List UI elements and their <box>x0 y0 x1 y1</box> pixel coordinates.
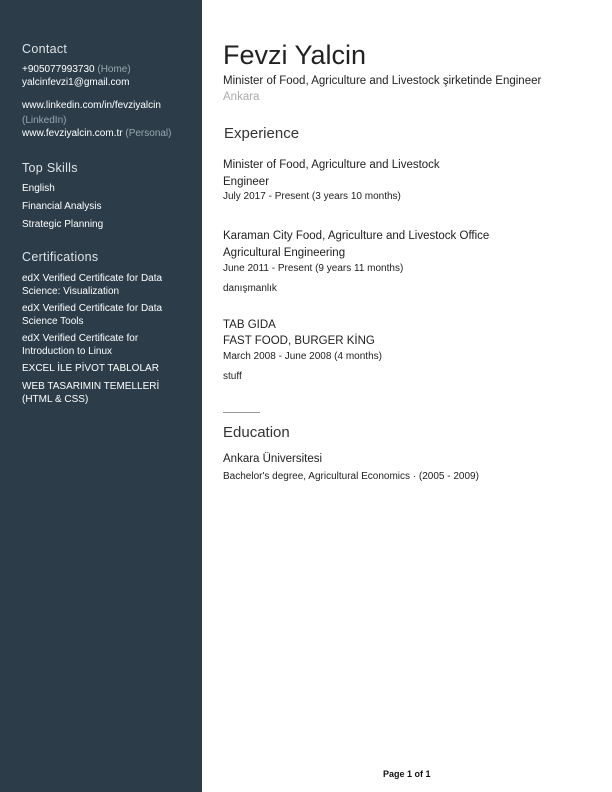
skill-item: English <box>22 183 55 194</box>
website <box>22 127 172 140</box>
cert-item: edX Verified Certificate for Introduction to Linux <box>22 333 139 357</box>
phone-label: (Home) <box>97 64 131 75</box>
location: Ankara <box>223 91 260 103</box>
headline: Minister of Food, Agriculture and Livestock şirketinde Engineer <box>223 75 542 87</box>
cert-item: WEB TASARIMIN TEMELLERİ (HTML & CSS) <box>22 381 160 405</box>
job-description: danışmanlık <box>223 283 277 294</box>
candidate-name: Fevzi Yalcin <box>223 40 367 70</box>
website-link[interactable]: www.fevziyalcin.com.tr <box>22 128 123 139</box>
skill-item: Strategic Planning <box>22 219 104 230</box>
job-company: Minister of Food, Agriculture and Livestock <box>223 159 440 171</box>
job-company: TAB GIDA <box>223 319 276 331</box>
linkedin-label: (LinkedIn) <box>22 115 67 126</box>
skills-heading: Top Skills <box>22 161 78 175</box>
job-description: stuff <box>223 371 242 382</box>
job-dates: March 2008 - June 2008 (4 months) <box>223 351 382 362</box>
school-name: Ankara Üniversitesi <box>223 453 323 465</box>
email-link[interactable]: yalcinfevzi1@gmail.com <box>22 77 130 88</box>
job-title: FAST FOOD, BURGER KİNG <box>223 335 375 347</box>
linkedin-link[interactable]: www.linkedin.com/in/fevziyalcin <box>22 100 161 111</box>
skill-item: Financial Analysis <box>22 201 102 212</box>
experience-heading: Experience <box>224 125 300 142</box>
website-label: (Personal) <box>125 128 172 139</box>
sidebar <box>0 0 202 792</box>
phone <box>22 63 131 76</box>
degree: Bachelor's degree, Agricultural Economics · (2005 - 2009) <box>223 471 479 482</box>
cert-item: edX Verified Certificate for Data Science: Visualization <box>22 273 163 297</box>
section-divider <box>223 412 260 413</box>
cert-item: EXCEL İLE PİVOT TABLOLAR <box>22 363 159 374</box>
certifications-heading: Certifications <box>22 250 99 264</box>
page-number: Page 1 of 1 <box>383 769 431 779</box>
job-title: Engineer <box>223 176 270 188</box>
job-company: Karaman City Food, Agriculture and Livestock Office <box>223 230 490 242</box>
job-dates: June 2011 - Present (9 years 11 months) <box>223 263 404 274</box>
phone-number: +905077993730 <box>22 64 95 75</box>
education-heading: Education <box>223 424 290 441</box>
job-dates: July 2017 - Present (3 years 10 months) <box>223 191 401 202</box>
contact-heading: Contact <box>22 42 68 56</box>
cert-item: edX Verified Certificate for Data Science Tools <box>22 303 163 327</box>
job-title: Agricultural Engineering <box>223 247 346 259</box>
